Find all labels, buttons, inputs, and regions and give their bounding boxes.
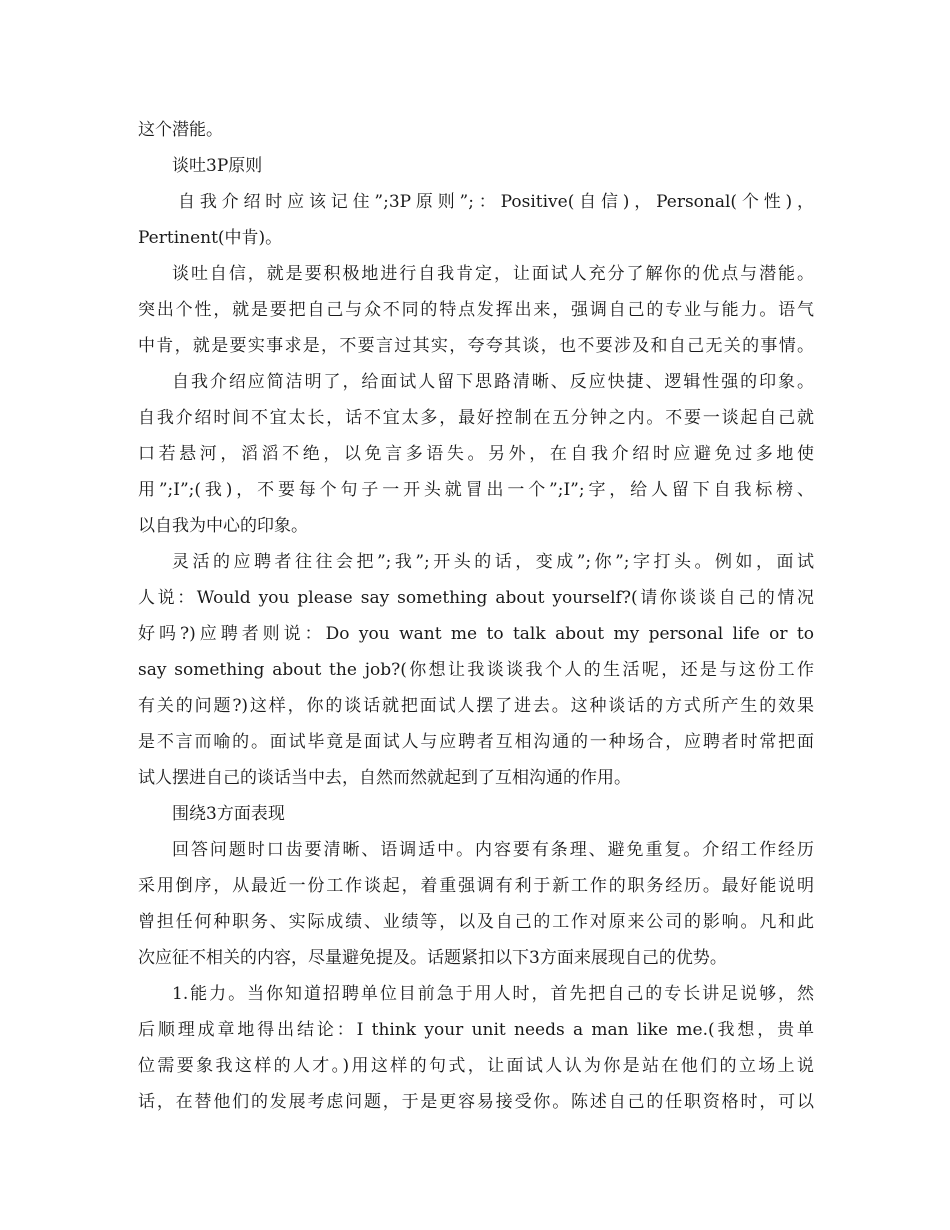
text-line: 位需要象我这样的人才。)用这样的句式，让面试人认为你是站在他们的立场上说	[138, 1056, 814, 1076]
text-line: 自我介绍时应该记住”;3P原则”;：Positive(自信)，Personal(个性)，	[178, 192, 814, 212]
text-line: Pertinent(中肯)。	[138, 228, 283, 248]
text-line: 自我介绍应简洁明了，给面试人留下思路清晰、反应快捷、逻辑性强的印象。	[172, 372, 814, 392]
text-line: 是不言而喻的。面试毕竟是面试人与应聘者互相沟通的一种场合，应聘者时常把面	[138, 732, 814, 752]
text-line: 用”;I”;(我)，不要每个句子一开头就冒出一个”;I”;字，给人留下自我标榜、	[138, 480, 814, 500]
text-line: 话，在替他们的发展考虑问题，于是更容易接受你。陈述自己的任职资格时，可以	[138, 1092, 814, 1112]
text-line: 灵活的应聘者往往会把”;我”;开头的话，变成”;你”;字打头。例如，面试	[172, 552, 814, 572]
text-line: 试人摆进自己的谈话当中去，自然而然就起到了互相沟通的作用。	[138, 768, 631, 788]
text-line: 突出个性，就是要把自己与众不同的特点发挥出来，强调自己的专业与能力。语气	[138, 300, 814, 320]
section-heading: 围绕3方面表现	[172, 804, 285, 824]
text-line: 这个潜能。	[138, 120, 223, 140]
text-line: 曾担任何种职务、实际成绩、业绩等，以及自己的工作对原来公司的影响。凡和此	[138, 912, 814, 932]
text-line: say something about the job?(你想让我谈谈我个人的生活呢，还是与这份工作	[138, 660, 814, 680]
text-line: 有关的问题?)这样，你的谈话就把面试人摆了进去。这种谈话的方式所产生的效果	[138, 696, 814, 716]
text-line: 后顺理成章地得出结论：I think your unit needs a man like me.(我想，贵单	[138, 1020, 814, 1040]
document-page	[138, 112, 814, 1120]
text-line: 次应征不相关的内容，尽量避免提及。话题紧扣以下3方面来展现自己的优势。	[138, 948, 727, 968]
text-line: 好吗?)应聘者则说：Do you want me to talk about my personal life or to	[138, 624, 814, 644]
text-line: 回答问题时口齿要清晰、语调适中。内容要有条理、避免重复。介绍工作经历	[172, 840, 814, 860]
text-line: 自我介绍时间不宜太长，话不宜太多，最好控制在五分钟之内。不要一谈起自己就	[138, 408, 814, 428]
text-line: 1.能力。当你知道招聘单位目前急于用人时，首先把自己的专长讲足说够，然	[172, 984, 814, 1004]
text-line: 谈吐自信，就是要积极地进行自我肯定，让面试人充分了解你的优点与潜能。	[172, 264, 814, 284]
text-line: 采用倒序，从最近一份工作谈起，着重强调有利于新工作的职务经历。最好能说明	[138, 876, 814, 896]
text-line: 人说：Would you please say something about yourself?(请你谈谈自己的情况	[138, 588, 814, 608]
section-heading: 谈吐3P原则	[172, 156, 263, 176]
text-line: 口若悬河，滔滔不绝，以免言多语失。另外，在自我介绍时应避免过多地使	[138, 444, 814, 464]
text-line: 以自我为中心的印象。	[138, 516, 308, 536]
text-line: 中肯，就是要实事求是，不要言过其实，夸夸其谈，也不要涉及和自己无关的事情。	[138, 336, 814, 356]
